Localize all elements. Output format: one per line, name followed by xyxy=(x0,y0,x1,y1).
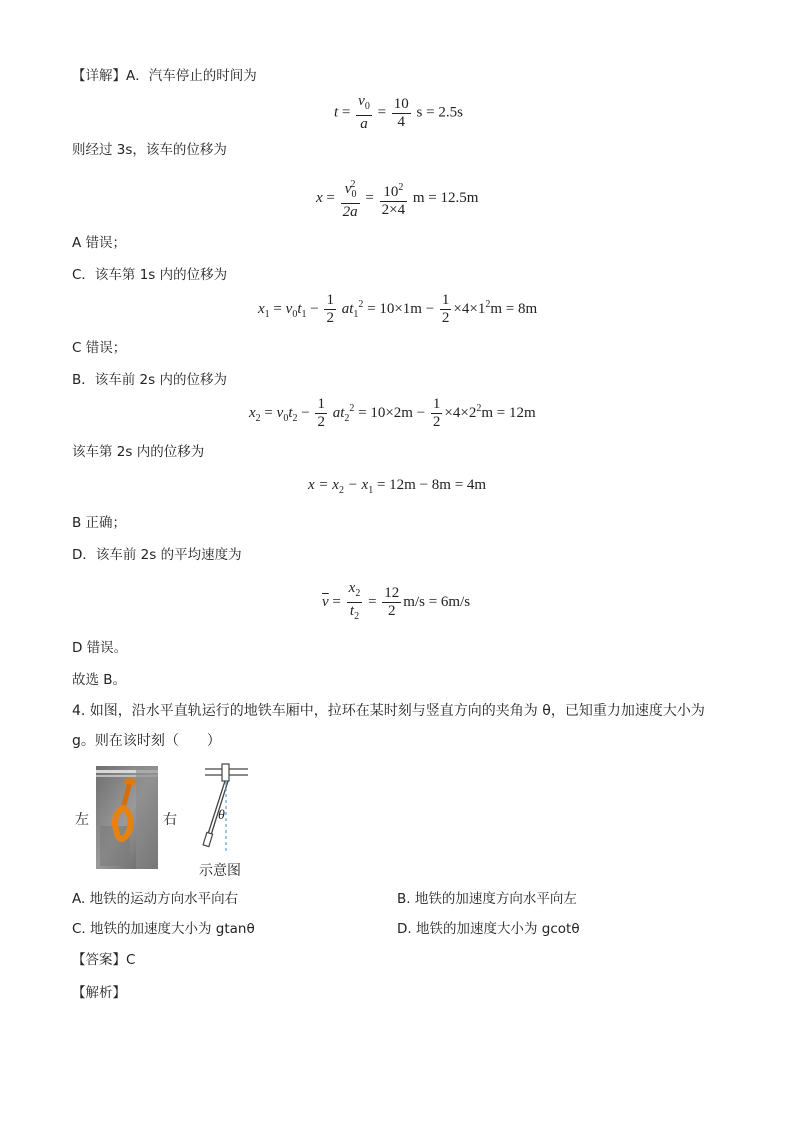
equation-displacement-2s: $x_2 = v_0t_2$ − $\frac{1}{2}$ $at_2^2 = 10\times 2m$ − $\frac{1}{2}$ $\times 4\times 2^2m = 12m$ xyxy=(249,396,536,430)
equation-average-velocity: $\overline{v}$ = $\frac{x_2}{t_2}$ = $\frac{12}{2}$ m/s = 6m/s xyxy=(322,580,471,622)
option-c: C. 地铁的加速度大小为 gtanθ xyxy=(72,921,255,937)
subway-handle-photo xyxy=(96,766,158,869)
answer-line: 【答案】C xyxy=(72,952,136,968)
equation-displacement-3s: x = $\frac{v_0^2}{2a}$ = $\frac{10^2}{2\times 4}$ m = 12.5m xyxy=(316,176,478,221)
label-left: 左 xyxy=(75,812,89,828)
theta-label: θ xyxy=(218,808,225,823)
option-a: A. 地铁的运动方向水平向右 xyxy=(72,891,239,907)
a-wrong: A 错误； xyxy=(72,235,127,251)
option-b: B. 地铁的加速度方向水平向左 xyxy=(397,891,577,907)
label-right: 右 xyxy=(163,812,177,828)
analysis-line: 【解析】 xyxy=(72,985,126,1001)
b-line2: 该车第 2s 内的位移为 xyxy=(72,444,205,460)
option-d: D. 地铁的加速度大小为 gcotθ xyxy=(397,921,580,937)
d-line: D．该车前 2s 的平均速度为 xyxy=(72,547,242,563)
b-right: B 正确； xyxy=(72,515,127,531)
text-displacement-3s: 则经过 3s，该车的位移为 xyxy=(72,142,227,158)
question-4-line1: 4. 如图，沿水平直轨运行的地铁车厢中，拉环在某时刻与竖直方向的夹角为 θ，已知重力加速度大小为 xyxy=(72,703,705,719)
schematic-caption: 示意图 xyxy=(199,863,241,879)
handle-schematic-diagram xyxy=(200,762,252,858)
equation-displacement-1s: $x_1 = v_0t_1$ − $\frac{1}{2}$ $at_1^2 = 10\times 1m$ − $\frac{1}{2}$ $\times 4\times 1^2m = 8m$ xyxy=(258,292,538,326)
intro-line: 【详解】A．汽车停止的时间为 xyxy=(72,68,257,84)
d-wrong: D 错误。 xyxy=(72,640,128,656)
c-line: C．该车第 1s 内的位移为 xyxy=(72,267,228,283)
c-wrong: C 错误； xyxy=(72,340,127,356)
question-4-line2: g。则在该时刻（ ） xyxy=(72,733,221,749)
choose-line: 故选 B。 xyxy=(72,672,127,688)
b-line: B．该车前 2s 内的位移为 xyxy=(72,372,227,388)
equation-second-2s: $x = x_2 - x_1 = 12m - 8m = 4m$ xyxy=(308,477,487,496)
equation-stop-time: t = $\frac{v_0}{a}$ = $\frac{10}{4}$ s = 2.5s xyxy=(334,93,463,132)
